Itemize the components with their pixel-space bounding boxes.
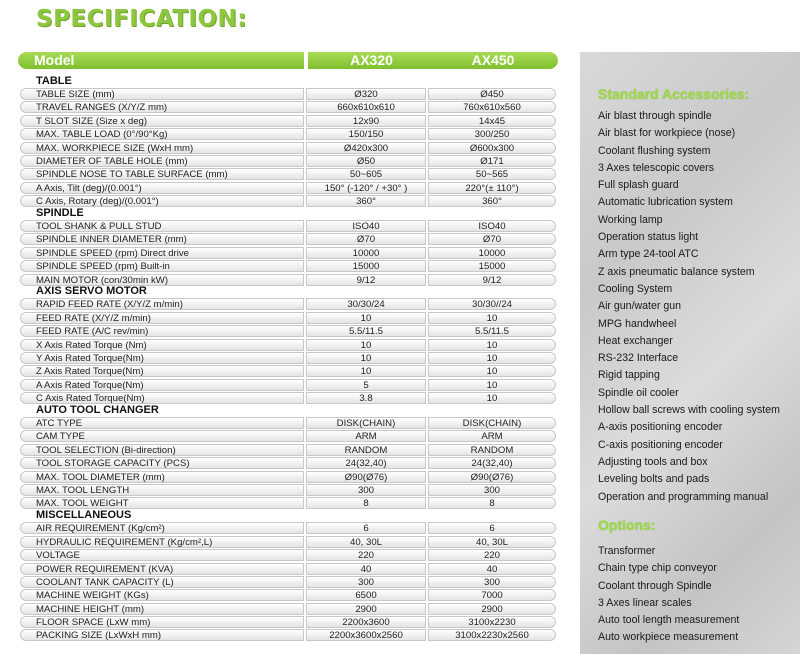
list-item: Coolant through Spindle	[598, 579, 712, 592]
table-row	[18, 141, 558, 154]
row-label: C Axis Rated Torque(Nm)	[20, 392, 304, 404]
value-ax450: 3100x2230	[428, 616, 556, 628]
table-row	[18, 154, 558, 167]
value-ax320: 660x610x610	[306, 101, 426, 113]
row-label: TOOL SHANK & PULL STUD	[20, 220, 304, 232]
table-row	[18, 575, 558, 588]
value-ax450: 24(32,40)	[428, 457, 556, 469]
value-ax450: 5.5/11.5	[428, 325, 556, 337]
spec-sections	[18, 76, 558, 642]
column-header-ax450: AX450	[428, 52, 558, 69]
value-ax320: 2200x3600x2560	[306, 629, 426, 641]
row-label: POWER REQUIREMENT (KVA)	[20, 563, 304, 575]
row-label: DIAMETER OF TABLE HOLE (mm)	[20, 155, 304, 167]
table-row	[18, 522, 558, 535]
row-label: VOLTAGE	[20, 549, 304, 561]
value-ax450: Ø90(Ø76)	[428, 471, 556, 483]
value-ax320: 30/30/24	[306, 298, 426, 310]
row-label: SPINDLE NOSE TO TABLE SURFACE (mm)	[20, 168, 304, 180]
value-ax320: DISK(CHAIN)	[306, 417, 426, 429]
table-row	[18, 417, 558, 430]
table-row	[18, 128, 558, 141]
row-label: A Axis, Tilt (deg)/(0.001°)	[20, 182, 304, 194]
value-ax320: 10000	[306, 247, 426, 259]
row-label: MAIN MOTOR (con/30min kW)	[20, 274, 304, 286]
table-row	[18, 168, 558, 181]
row-label: ATC TYPE	[20, 417, 304, 429]
value-ax450: 10	[428, 339, 556, 351]
page-title: SPECIFICATION:	[36, 6, 247, 32]
list-item: Working lamp	[598, 213, 663, 226]
list-item: Auto tool length measurement	[598, 614, 740, 627]
row-label: C Axis, Rotary (deg)/(0.001°)	[20, 195, 304, 207]
table-row	[18, 430, 558, 443]
value-ax320: 3.8	[306, 392, 426, 404]
value-ax320: 50~605	[306, 168, 426, 180]
value-ax450: 8	[428, 497, 556, 509]
table-row	[18, 246, 558, 259]
list-item: Operation and programming manual	[598, 490, 769, 503]
value-ax450: 300	[428, 484, 556, 496]
table-row	[18, 616, 558, 629]
value-ax450: 9/12	[428, 274, 556, 286]
table-row	[18, 602, 558, 615]
value-ax450: 10	[428, 352, 556, 364]
table-row	[18, 549, 558, 562]
value-ax320: 15000	[306, 260, 426, 272]
row-label: MAX. TOOL WEIGHT	[20, 497, 304, 509]
row-label: MAX. TOOL DIAMETER (mm)	[20, 471, 304, 483]
row-label: PACKING SIZE (LxWxH mm)	[20, 629, 304, 641]
table-row	[18, 497, 558, 510]
table-row	[18, 181, 558, 194]
table-row	[18, 220, 558, 233]
value-ax450: 10	[428, 379, 556, 391]
list-item: Cooling System	[598, 282, 673, 295]
value-ax450: 3100x2230x2560	[428, 629, 556, 641]
value-ax450: 15000	[428, 260, 556, 272]
table-row	[18, 470, 558, 483]
value-ax320: 8	[306, 497, 426, 509]
list-item: Spindle oil cooler	[598, 386, 679, 399]
table-row	[18, 325, 558, 338]
list-item: Auto workpiece measurement	[598, 631, 739, 644]
value-ax320: 24(32,40)	[306, 457, 426, 469]
value-ax320: 2900	[306, 603, 426, 615]
list-item: 3 Axes telescopic covers	[598, 161, 714, 174]
list-item: A-axis positioning encoder	[598, 421, 723, 434]
table-row	[18, 589, 558, 602]
value-ax320: 220	[306, 549, 426, 561]
table-row	[18, 629, 558, 642]
row-label: SPINDLE INNER DIAMETER (mm)	[20, 233, 304, 245]
row-label: CAM TYPE	[20, 430, 304, 442]
table-row	[18, 114, 558, 127]
value-ax450: ISO40	[428, 220, 556, 232]
value-ax320: 12x90	[306, 115, 426, 127]
section-title: MISCELLANEOUS	[36, 509, 132, 522]
list-item: Transformer	[598, 545, 656, 557]
value-ax450: Ø70	[428, 233, 556, 245]
value-ax320: Ø50	[306, 155, 426, 167]
section-title: TABLE	[36, 75, 72, 87]
value-ax450: 300	[428, 576, 556, 588]
table-row	[18, 392, 558, 405]
value-ax320: ARM	[306, 430, 426, 442]
list-item: Heat exchanger	[598, 334, 673, 347]
row-label: MAX. TABLE LOAD (0°/90°Kg)	[20, 128, 304, 140]
value-ax450: 10000	[428, 247, 556, 259]
value-ax450: 220°(± 110°)	[428, 182, 556, 194]
table-row	[18, 365, 558, 378]
standard-accessories-list	[598, 108, 780, 506]
value-ax320: Ø420x300	[306, 142, 426, 154]
value-ax320: 10	[306, 339, 426, 351]
value-ax320: 150/150	[306, 128, 426, 140]
list-item: Air blast for workpiece (nose)	[598, 127, 736, 140]
value-ax320: 40	[306, 563, 426, 575]
list-item: Operation status light	[598, 231, 699, 244]
value-ax450: Ø171	[428, 155, 556, 167]
row-label: TABLE SIZE (mm)	[20, 88, 304, 100]
value-ax320: Ø70	[306, 233, 426, 245]
row-label: MACHINE HEIGHT (mm)	[20, 603, 304, 615]
value-ax450: 30/30//24	[428, 298, 556, 310]
value-ax450: Ø450	[428, 88, 556, 100]
list-item: Leveling bolts and pads	[598, 473, 710, 486]
table-row	[18, 233, 558, 246]
list-item: RS-232 Interface	[598, 352, 679, 365]
value-ax450: 360°	[428, 195, 556, 207]
value-ax450: 6	[428, 522, 556, 534]
list-item: Full splash guard	[598, 179, 679, 192]
list-item: Arm type 24-tool ATC	[598, 248, 699, 261]
standard-accessories-title: Standard Accessories:	[598, 86, 750, 102]
row-label: Y Axis Rated Torque(Nm)	[20, 352, 304, 364]
value-ax320: 2200x3600	[306, 616, 426, 628]
list-item: 3 Axes linear scales	[598, 596, 692, 609]
value-ax450: RANDOM	[428, 444, 556, 456]
value-ax450: 40, 30L	[428, 536, 556, 548]
table-row	[18, 378, 558, 391]
section-title: AUTO TOOL CHANGER	[36, 404, 159, 417]
row-label: TRAVEL RANGES (X/Y/Z mm)	[20, 101, 304, 113]
row-label: T SLOT SIZE (Size x deg)	[20, 115, 304, 127]
table-row	[18, 88, 558, 101]
row-label: COOLANT TANK CAPACITY (L)	[20, 576, 304, 588]
value-ax320: 40, 30L	[306, 536, 426, 548]
value-ax320: 360°	[306, 195, 426, 207]
row-label: X Axis Rated Torque (Nm)	[20, 339, 304, 351]
value-ax450: 10	[428, 365, 556, 377]
row-label: SPINDLE SPEED (rpm) Direct drive	[20, 247, 304, 259]
value-ax320: 300	[306, 576, 426, 588]
table-row	[18, 338, 558, 351]
value-ax320: 10	[306, 312, 426, 324]
row-label: AIR REQUIREMENT (Kg/cm²)	[20, 522, 304, 534]
value-ax320: Ø90(Ø76)	[306, 471, 426, 483]
list-item: Adjusting tools and box	[598, 455, 708, 468]
row-label: SPINDLE SPEED (rpm) Built-in	[20, 260, 304, 272]
list-item: MPG handwheel	[598, 317, 677, 330]
value-ax450: 14x45	[428, 115, 556, 127]
value-ax320: 10	[306, 352, 426, 364]
list-item: Coolant flushing system	[598, 144, 711, 157]
list-item: Z axis pneumatic balance system	[598, 265, 755, 278]
table-row	[18, 195, 558, 208]
value-ax450: Ø600x300	[428, 142, 556, 154]
options-title: Options:	[598, 517, 656, 533]
table-row	[18, 562, 558, 575]
model-header: Model	[18, 52, 304, 69]
value-ax320: RANDOM	[306, 444, 426, 456]
value-ax450: 50~565	[428, 168, 556, 180]
value-ax320: 150° (-120° / +30° )	[306, 182, 426, 194]
value-ax450: ARM	[428, 430, 556, 442]
value-ax450: 40	[428, 563, 556, 575]
value-ax450: 7000	[428, 589, 556, 601]
section-title: SPINDLE	[36, 207, 84, 220]
value-ax320: 5	[306, 379, 426, 391]
row-label: FLOOR SPACE (LxW mm)	[20, 616, 304, 628]
value-ax450: 300/250	[428, 128, 556, 140]
value-ax320: 300	[306, 484, 426, 496]
accessories-panel	[580, 52, 800, 654]
row-label: MACHINE WEIGHT (KGs)	[20, 589, 304, 601]
row-label: TOOL STORAGE CAPACITY (PCS)	[20, 457, 304, 469]
row-label: TOOL SELECTION (Bi-direction)	[20, 444, 304, 456]
value-ax450: 220	[428, 549, 556, 561]
row-label: FEED RATE (A/C rev/min)	[20, 325, 304, 337]
value-ax450: 10	[428, 392, 556, 404]
column-header-ax320: AX320	[308, 52, 435, 69]
list-item: Rigid tapping	[598, 369, 660, 382]
section-title: AXIS SERVO MOTOR	[36, 285, 147, 298]
list-item: Chain type chip conveyor	[598, 562, 717, 575]
table-row	[18, 273, 558, 286]
table-row	[18, 311, 558, 324]
options-list	[598, 543, 739, 647]
row-label: FEED RATE (X/Y/Z m/min)	[20, 312, 304, 324]
spec-table	[18, 52, 558, 642]
table-header	[18, 52, 558, 69]
value-ax320: Ø320	[306, 88, 426, 100]
table-row	[18, 457, 558, 470]
row-label: HYDRAULIC REQUIREMENT (Kg/cm²,L)	[20, 536, 304, 548]
list-item: Hollow ball screws with cooling system	[598, 404, 780, 417]
list-item: Air blast through spindle	[598, 110, 712, 122]
value-ax320: 10	[306, 365, 426, 377]
value-ax450: 760x610x560	[428, 101, 556, 113]
table-row	[18, 260, 558, 273]
value-ax320: 6500	[306, 589, 426, 601]
table-row	[18, 352, 558, 365]
value-ax450: DISK(CHAIN)	[428, 417, 556, 429]
row-label: A Axis Rated Torque(Nm)	[20, 379, 304, 391]
table-row	[18, 484, 558, 497]
value-ax450: 2900	[428, 603, 556, 615]
list-item: Automatic lubrication system	[598, 196, 733, 209]
row-label: Z Axis Rated Torque(Nm)	[20, 365, 304, 377]
row-label: RAPID FEED RATE (X/Y/Z m/min)	[20, 298, 304, 310]
table-row	[18, 535, 558, 548]
table-row	[18, 443, 558, 456]
row-label: MAX. WORKPIECE SIZE (WxH mm)	[20, 142, 304, 154]
value-ax320: 5.5/11.5	[306, 325, 426, 337]
table-row	[18, 101, 558, 114]
value-ax320: 6	[306, 522, 426, 534]
table-row	[18, 298, 558, 311]
list-item: C-axis positioning encoder	[598, 438, 723, 451]
value-ax450: 10	[428, 312, 556, 324]
value-ax320: 9/12	[306, 274, 426, 286]
list-item: Air gun/water gun	[598, 300, 682, 313]
row-label: MAX. TOOL LENGTH	[20, 484, 304, 496]
value-ax320: ISO40	[306, 220, 426, 232]
